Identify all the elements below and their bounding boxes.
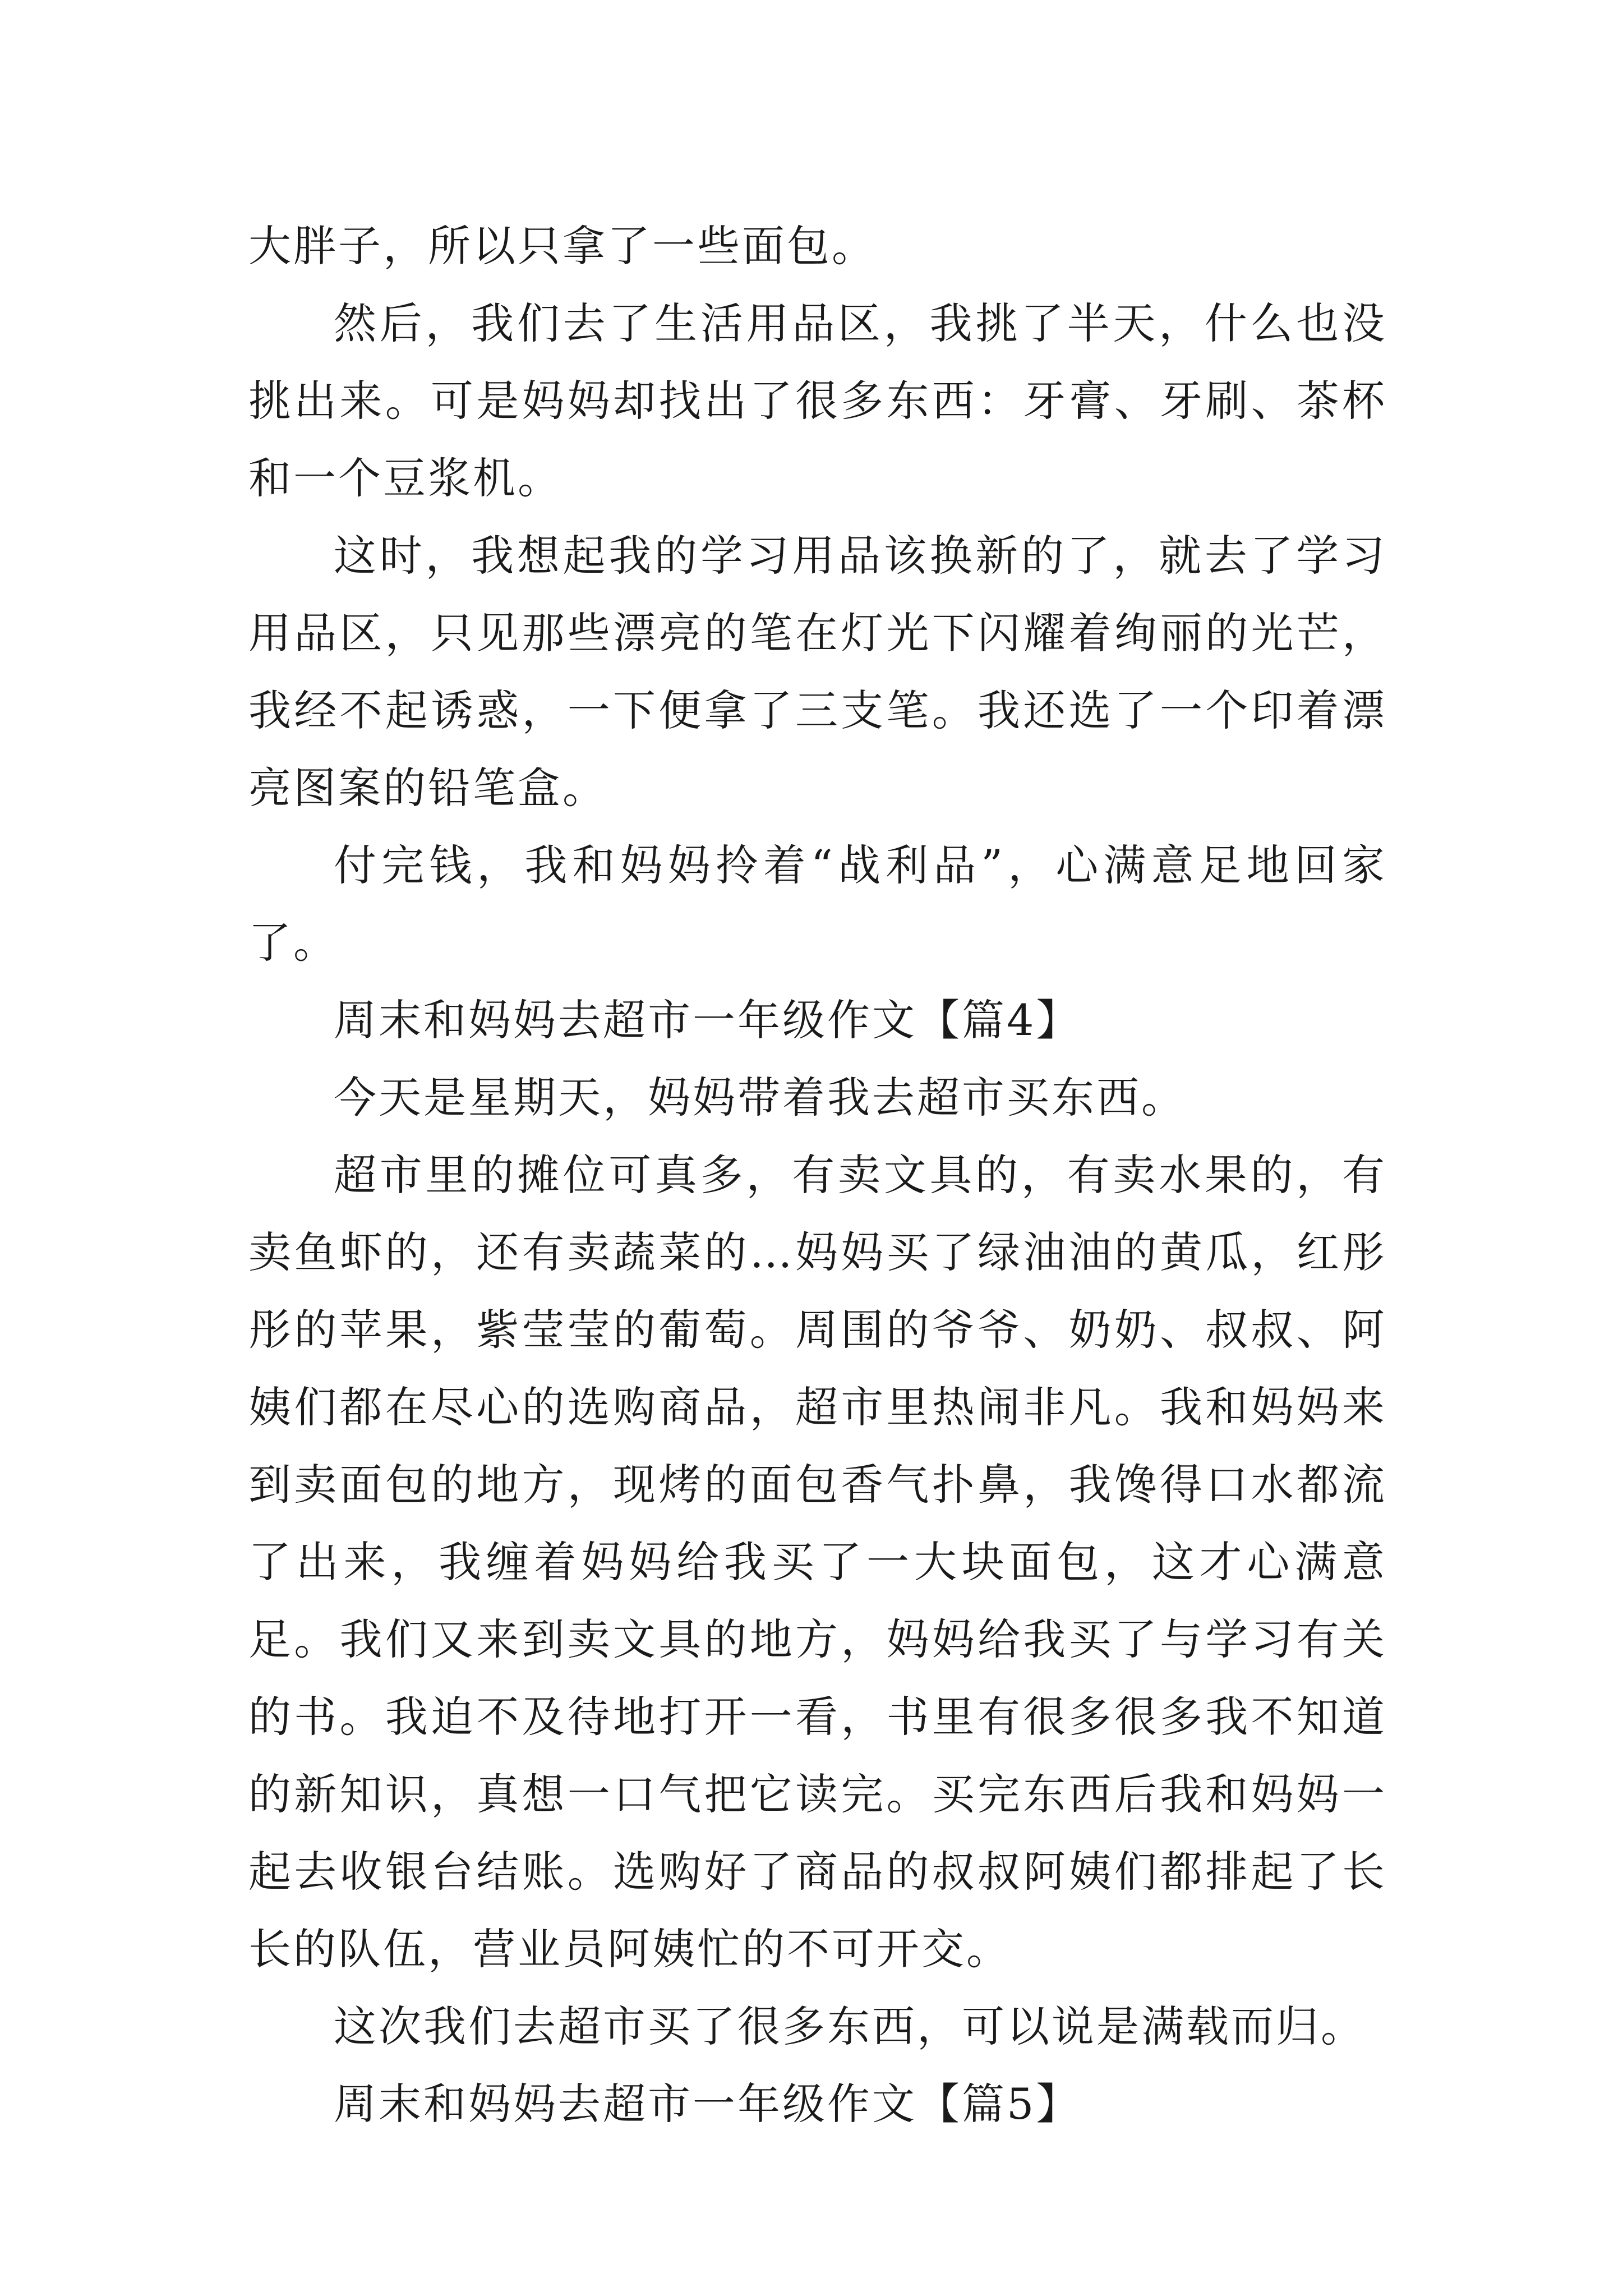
- section-heading: 周末和妈妈去超市一年级作文【篇4】: [334, 995, 1081, 1045]
- paragraph: 今天是星期天，妈妈带着我去超市买东西。: [334, 1073, 1186, 1122]
- paragraph: 付完钱，我和妈妈拎着“战利品”，心满意足地回家了。: [248, 840, 1387, 968]
- essay-text: [248, 208, 1387, 2143]
- section-heading: 周末和妈妈去超市一年级作文【篇5】: [334, 2079, 1081, 2129]
- paragraph: 大胖子，所以只拿了一些面包。: [248, 221, 877, 271]
- paragraph: 这次我们去超市买了很多东西，可以说是满载而归。: [334, 2001, 1366, 2051]
- paragraph: 然后，我们去了生活用品区，我挑了半天，什么也没挑出来。可是妈妈却找出了很多东西：牙膏、牙刷、茶杯和一个豆浆机。: [248, 298, 1387, 503]
- paragraph: 这时，我想起我的学习用品该换新的了，就去了学习用品区，只见那些漂亮的笔在灯光下闪耀着绚丽的光芒，我经不起诱惑，一下便拿了三支笔。我还选了一个印着漂亮图案的铅笔盒。: [248, 531, 1387, 813]
- paragraph: 超市里的摊位可真多，有卖文具的，有卖水果的，有卖鱼虾的，还有卖蔬菜的…妈妈买了绿油油的黄瓜，红彤彤的苹果，紫莹莹的葡萄。周围的爷爷、奶奶、叔叔、阿姨们都在尽心的选购商品，超市里热闹非凡。我和妈妈来到卖面包的地方，现烤的面包香气扑鼻，我馋得口水都流了出来，我缠着妈妈给我买了一大块面包，这才心满意足。我们又来到卖文具的地方，妈妈给我买了与学习有关的书。我迫不及待地打开一看，书里有很多很多我不知道的新知识，真想一口气把它读完。买完东西后我和妈妈一起去收银台结账。选购好了商品的叔叔阿姨们都排起了长长的队伍，营业员阿姨忙的不可开交。: [248, 1150, 1387, 1974]
